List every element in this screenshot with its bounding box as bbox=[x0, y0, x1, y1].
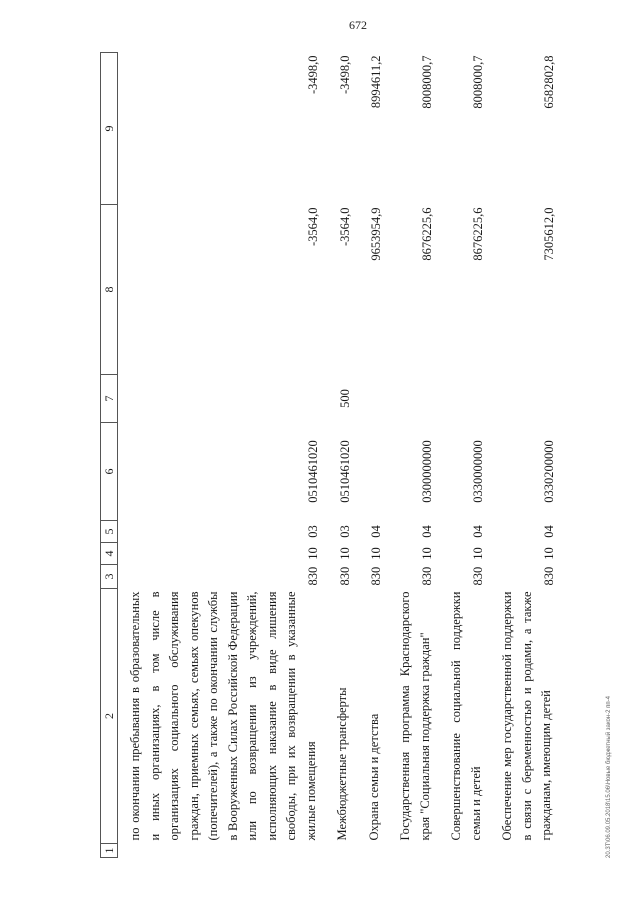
cell-pr: 03 bbox=[306, 525, 320, 538]
cell-pr: 04 bbox=[471, 525, 485, 538]
cell-amount-2: 8008000,7 bbox=[471, 55, 485, 109]
row-number-cell bbox=[325, 844, 357, 858]
row-description: Межбюджетные трансферты bbox=[335, 687, 349, 841]
table-row bbox=[118, 53, 326, 858]
cell-vr bbox=[490, 375, 561, 423]
page-number: 672 bbox=[349, 18, 367, 32]
column-header: 8 bbox=[101, 205, 118, 375]
cell-pr: 03 bbox=[337, 525, 352, 538]
cell-rz: 10 bbox=[369, 547, 383, 560]
column-header: 5 bbox=[101, 521, 118, 543]
row-number-cell bbox=[388, 844, 439, 858]
cell-pr: 04 bbox=[420, 525, 434, 538]
cell-ved: 830 bbox=[306, 566, 320, 586]
cell-csr: 0300000000 bbox=[420, 440, 434, 503]
cell-csr: 0510461020 bbox=[337, 440, 352, 503]
cell-ved: 830 bbox=[369, 566, 383, 586]
cell-csr: 0330200000 bbox=[541, 440, 556, 503]
column-header: 2 bbox=[101, 589, 118, 844]
header-row bbox=[101, 53, 118, 858]
row-description: Совершенствование социальной поддержки семьи и детей bbox=[449, 591, 483, 841]
cell-amount-2: -3498,0 bbox=[306, 55, 320, 95]
row-description: по окончании пребывания в образовательных и иных организациях, в том числе в организациях социального обслуживания граждан, приемных семьях, семьях опекунов (попечителей), а также по окончании службы в Вооруженных Силах Российской Федерации или по возвращении из учреждений, исполняющих наказание в виде лишения свободы, при их возвращении в указанные жилые помещения bbox=[128, 591, 318, 841]
cell-amount-1: 7305612,0 bbox=[541, 207, 556, 261]
row-description: Государственная программа Краснодарского края "Социальная поддержка граждан" bbox=[398, 591, 432, 841]
cell-pr: 04 bbox=[541, 525, 556, 538]
column-header: 9 bbox=[101, 53, 118, 205]
cell-csr: 0510461020 bbox=[306, 440, 320, 503]
row-number-cell bbox=[490, 844, 561, 858]
table-row bbox=[357, 53, 389, 858]
cell-ved: 830 bbox=[471, 566, 485, 586]
column-header: 3 bbox=[101, 565, 118, 589]
cell-rz: 10 bbox=[541, 547, 556, 560]
cell-amount-1: 9653954,9 bbox=[369, 207, 383, 261]
footer-path: 20.3T\06.09.05.2018\15.06\Новые бюджетный закон-2 пп-4 bbox=[606, 695, 612, 858]
cell-pr: 04 bbox=[369, 525, 383, 538]
cell-amount-1: -3564,0 bbox=[306, 207, 320, 247]
row-description: Охрана семьи и детства bbox=[366, 713, 381, 841]
cell-amount-2: 8008000,7 bbox=[420, 55, 434, 109]
table-row bbox=[490, 53, 561, 858]
column-header: 6 bbox=[101, 423, 118, 521]
cell-amount-1: -3564,0 bbox=[337, 207, 352, 247]
cell-amount-1: 8676225,6 bbox=[420, 207, 434, 261]
cell-amount-2: 6582802,8 bbox=[541, 55, 556, 109]
cell-csr bbox=[357, 423, 389, 521]
cell-vr bbox=[439, 375, 490, 423]
column-header: 1 bbox=[101, 844, 118, 858]
cell-vr: 500 bbox=[337, 389, 352, 408]
cell-amount-2: 8994611,2 bbox=[369, 55, 383, 109]
budget-table bbox=[100, 52, 561, 858]
cell-rz: 10 bbox=[420, 547, 434, 560]
row-number-cell bbox=[439, 844, 490, 858]
cell-vr bbox=[118, 375, 326, 423]
cell-ved: 830 bbox=[541, 566, 556, 586]
cell-rz: 10 bbox=[306, 547, 320, 560]
cell-csr: 0330000000 bbox=[471, 440, 485, 503]
cell-vr bbox=[388, 375, 439, 423]
rotated-page bbox=[100, 53, 600, 858]
table-row bbox=[388, 53, 439, 858]
row-number-cell bbox=[118, 844, 326, 858]
column-header: 4 bbox=[101, 543, 118, 565]
table-row bbox=[439, 53, 490, 858]
column-header: 7 bbox=[101, 375, 118, 423]
cell-rz: 10 bbox=[337, 547, 352, 560]
row-description: Обеспечение мер государственной поддержки в связи с беременностью и родами, а также гражданам, имеющим детей bbox=[500, 591, 553, 841]
cell-ved: 830 bbox=[420, 566, 434, 586]
cell-vr bbox=[357, 375, 389, 423]
cell-amount-2: -3498,0 bbox=[337, 55, 352, 95]
cell-ved: 830 bbox=[337, 566, 352, 586]
table-row bbox=[325, 53, 357, 858]
cell-rz: 10 bbox=[471, 547, 485, 560]
row-number-cell bbox=[357, 844, 389, 858]
cell-amount-1: 8676225,6 bbox=[471, 207, 485, 261]
